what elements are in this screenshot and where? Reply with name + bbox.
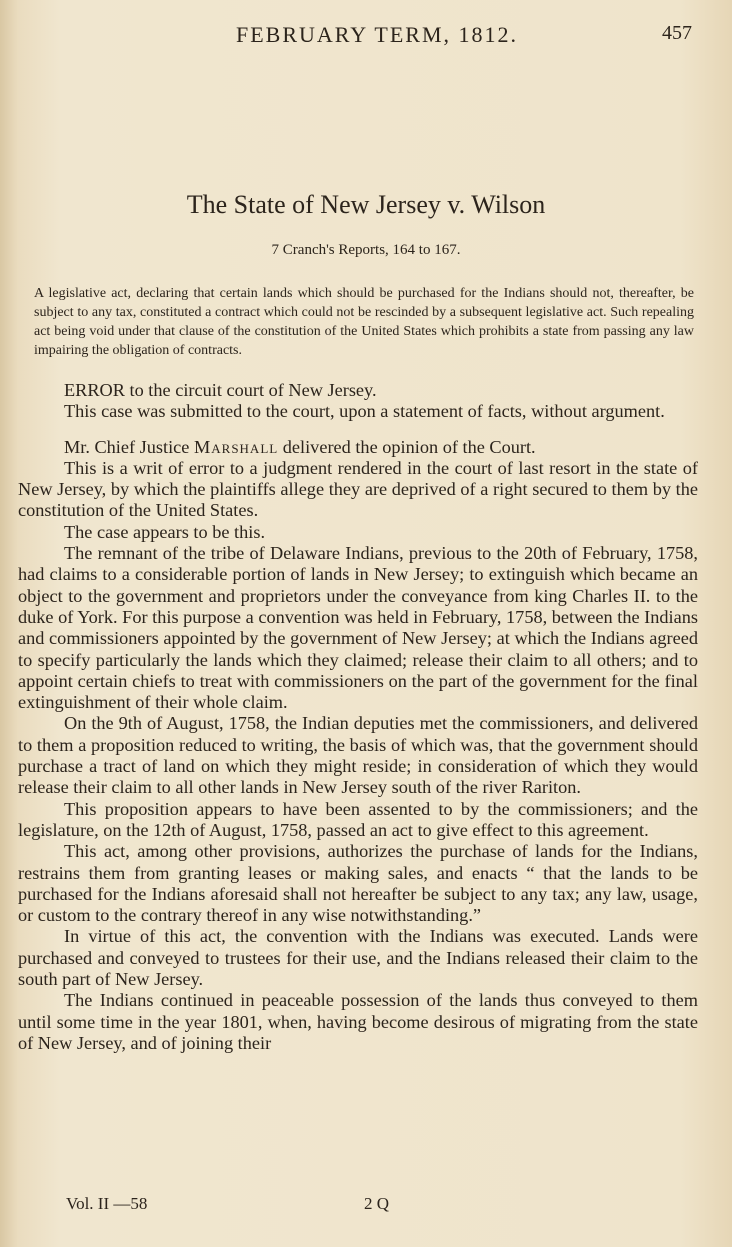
volume-mark: Vol. II —58 xyxy=(66,1194,148,1213)
signature-mark: 2 Q xyxy=(364,1194,390,1213)
page-number: 457 xyxy=(662,22,692,44)
justice-name: Marshall xyxy=(194,436,279,457)
paragraph-text: delivered the opinion of the Court. xyxy=(278,436,536,457)
running-title: FEBRUARY TERM, 1812. xyxy=(236,22,519,47)
paragraph: This proposition appears to have been assented to by the commissioners; and the legislature, on the 12th of August, 1758, passed an act to give effect to this agreement. xyxy=(18,798,698,840)
page-footer xyxy=(0,1194,732,1220)
case-citation: 7 Cranch's Reports, 164 to 167. xyxy=(271,242,461,258)
paragraph-text: Mr. Chief Justice xyxy=(64,436,194,457)
paragraph: This is a writ of error to a judgment rendered in the court of last resort in the state of New Jersey, by which the plaintiffs allege they are deprived of a right secured to them by the constitution of the United States. xyxy=(18,457,698,521)
paragraph: In virtue of this act, the convention with the Indians was executed. Lands were purchased and conveyed to trustees for their use, and the Indians released their claim to the south part of New Jersey. xyxy=(18,926,698,990)
opinion-body xyxy=(18,380,698,1054)
paragraph: ERROR to the circuit court of New Jersey. xyxy=(64,380,377,400)
paragraph: This case was submitted to the court, upon a statement of facts, without argument. xyxy=(64,401,665,422)
case-title: The State of New Jersey v. Wilson xyxy=(186,190,546,219)
headnote: A legislative act, declaring that certain lands which should be purchased for the Indians should not, thereafter, be subject to any tax, constituted a contract which could not be rescinded by a subsequent legislative act. Such repealing act being void under that clause of the constitution of the United States which prohibits a state from passing any law impairing the obligation of contracts. xyxy=(34,286,694,358)
paragraph: On the 9th of August, 1758, the Indian deputies met the commissioners, and delivered to them a proposition reduced to writing, the basis of which was, that the government should purchase a tract of land on which they might reside; in consideration of which they would release their claim to all other lands in New Jersey south of the river Rariton. xyxy=(18,713,698,798)
paragraph: The remnant of the tribe of Delaware Indians, previous to the 20th of February, 1758, had claims to a considerable portion of lands in New Jersey; to extinguish which became an object to the government and proprietors under the conveyance from king Charles II. to the duke of York. For this purpose a convention was held in February, 1758, between the Indians and commissioners appointed by the government of New Jersey; at which the Indians agreed to specify particularly the lands which they claimed; release their claim to all others; and to appoint certain chiefs to treat with commissioners on the part of the government for the final extinguishment of their whole claim. xyxy=(18,543,698,713)
paragraph xyxy=(18,437,698,458)
running-head xyxy=(0,22,732,52)
paragraph: The case appears to be this. xyxy=(64,521,266,542)
paragraph: This act, among other provisions, authorizes the purchase of lands for the Indians, restrains them from granting leases or making sales, and enacts “ that the lands to be purchased for the Indians aforesaid shall not hereafter be subject to any tax; any law, usage, or custom to the contrary thereof in any wise notwithstanding.” xyxy=(18,841,698,926)
paragraph: The Indians continued in peaceable possession of the lands thus conveyed to them until some time in the year 1801, when, having become desirous of migrating from the state of New Jersey, and of joining their xyxy=(18,990,698,1053)
